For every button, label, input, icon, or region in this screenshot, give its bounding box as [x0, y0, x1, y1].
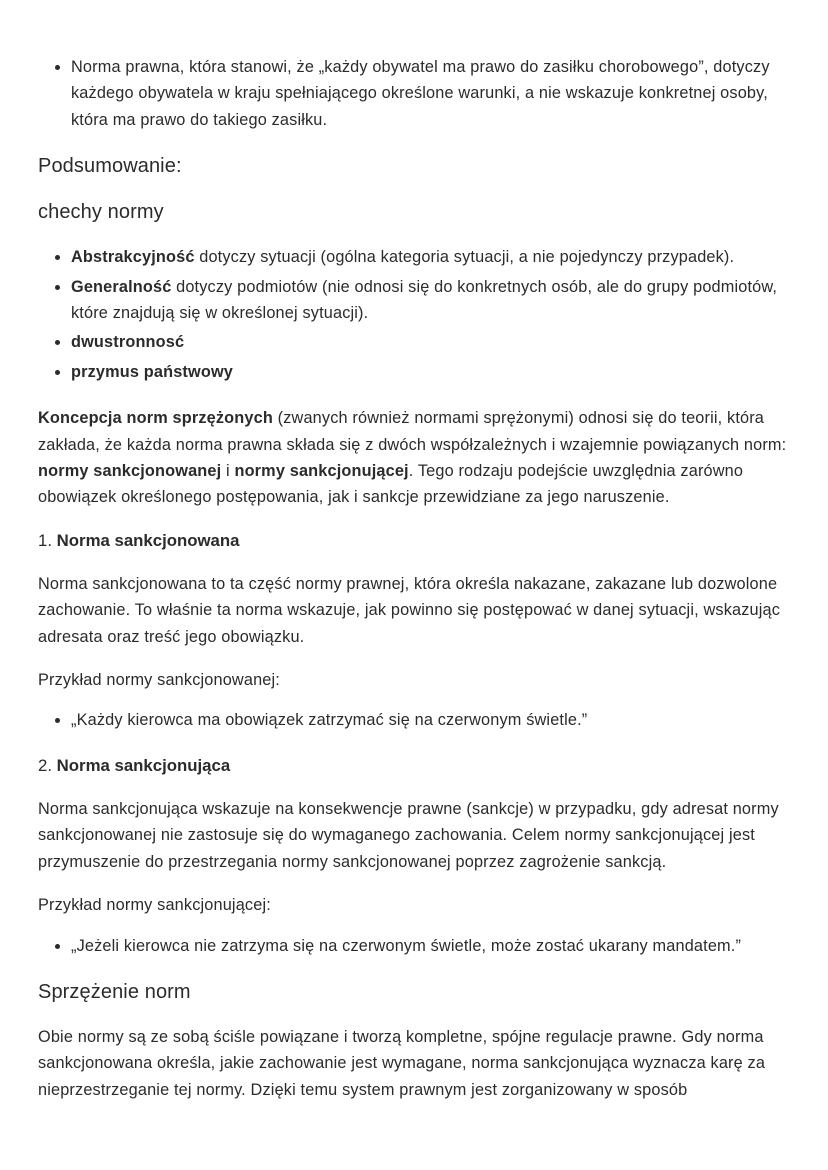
- intro-bullet-text: Norma prawna, która stanowi, że „każdy obywatel ma prawo do zasiłku chorobowego”, dotyczy każdego obywatela w kraju spełniającego określone warunki, a nie wskazuje konkretnej osoby, która ma prawo do takiego zasiłku.: [71, 58, 770, 129]
- feature-term: przymus państwowy: [71, 362, 233, 381]
- coupled-norms-part2: . Tego rodzaju podejście uwzględnia zarówno obowiązek określonego postępowania, jak i sankcje przewidziane za jego naruszenie.: [38, 461, 744, 507]
- coupled-norms-conjunction: i: [221, 461, 235, 480]
- sanctioning-body: Norma sankcjonująca wskazuje na konsekwencje prawne (sankcje) w przypadku, gdy adresat normy sankcjonowanej nie zastosuje się do wymaganego zachowania. Celem normy sankcjonującej jest przymuszenie do przestrzegania normy sankcjonowanej poprzez zagrożenie sankcją.: [38, 800, 779, 871]
- coupling-body: Obie normy są ze sobą ściśle powiązane i tworzą kompletne, spójne regulacje prawne. Gdy norma sankcjonowana określa, jakie zachowanie jest wymagane, norma sankcjonująca wyznacza karę za nieprzestrzeganie tej normy. Dzięki temu system prawnym jest zorganizowany w sposób: [38, 1027, 766, 1099]
- coupled-norms-part1: (zwanych również normami sprężonymi) odnosi się do teorii, która zakłada, że każda norma prawna składa się z dwóch współzależnych i wzajemnie powiązanych norm:: [38, 409, 787, 454]
- list-item: [38, 54, 790, 133]
- coupling-heading: Sprzężenie norm: [38, 980, 191, 1003]
- feature-description: dotyczy podmiotów (nie odnosi się do konkretnych osób, ale do grupy podmiotów, które znajdują się w określonej sytuacji).: [71, 277, 778, 322]
- feature-description: dotyczy sytuacji (ogólna kategoria sytuacji, a nie pojedynczy przypadek).: [194, 248, 735, 267]
- section-title: Norma sankcjonująca: [56, 755, 231, 775]
- intro-bullet-list: [38, 54, 790, 133]
- sanctioned-body: Norma sankcjonowana to ta część normy prawnej, która określa nakazane, zakazane lub dozwolone zachowanie. To właśnie ta norma wskazuje, jak powinno się postępować w danej sytuacji, wskazując adresata oraz treść jego obowiązku.: [38, 574, 781, 646]
- list-item: [38, 244, 790, 270]
- summary-heading: Podsumowanie:: [38, 155, 182, 178]
- sanctioned-example-list: [38, 707, 790, 733]
- feature-term: dwustronnosć: [71, 333, 185, 352]
- section-number: 2.: [38, 755, 57, 775]
- coupled-norms-paragraph: [38, 405, 790, 511]
- list-item: [38, 274, 790, 327]
- section-heading-sanctioned: [38, 528, 790, 553]
- list-item: [38, 707, 790, 733]
- feature-term: Abstrakcyjność: [71, 248, 195, 267]
- list-item: [38, 933, 790, 959]
- features-list: [38, 244, 790, 385]
- section-number: 1.: [38, 530, 57, 550]
- section-heading-sanctioning: [38, 753, 790, 778]
- section-title: Norma sankcjonowana: [56, 530, 240, 550]
- sanctioned-example-label: Przykład normy sankcjonowanej:: [38, 671, 280, 690]
- sanctioning-example-text: „Jeżeli kierowca nie zatrzyma się na czerwonym świetle, może zostać ukarany mandatem.”: [71, 936, 742, 955]
- list-item: [38, 359, 790, 385]
- coupled-norms-lead: Koncepcja norm sprzężonych: [38, 409, 273, 428]
- coupled-norms-term-a: normy sankcjonowanej: [38, 461, 222, 480]
- top-spacer: [38, 40, 790, 54]
- features-heading: chechy normy: [38, 201, 164, 224]
- feature-term: Generalność: [71, 277, 172, 296]
- list-item: [38, 329, 790, 355]
- coupled-norms-term-b: normy sankcjonującej: [234, 461, 409, 480]
- sanctioned-example-text: „Każdy kierowca ma obowiązek zatrzymać się na czerwonym świetle.”: [71, 711, 588, 730]
- sanctioning-example-label: Przykład normy sankcjonującej:: [38, 896, 271, 915]
- sanctioning-example-list: [38, 933, 790, 959]
